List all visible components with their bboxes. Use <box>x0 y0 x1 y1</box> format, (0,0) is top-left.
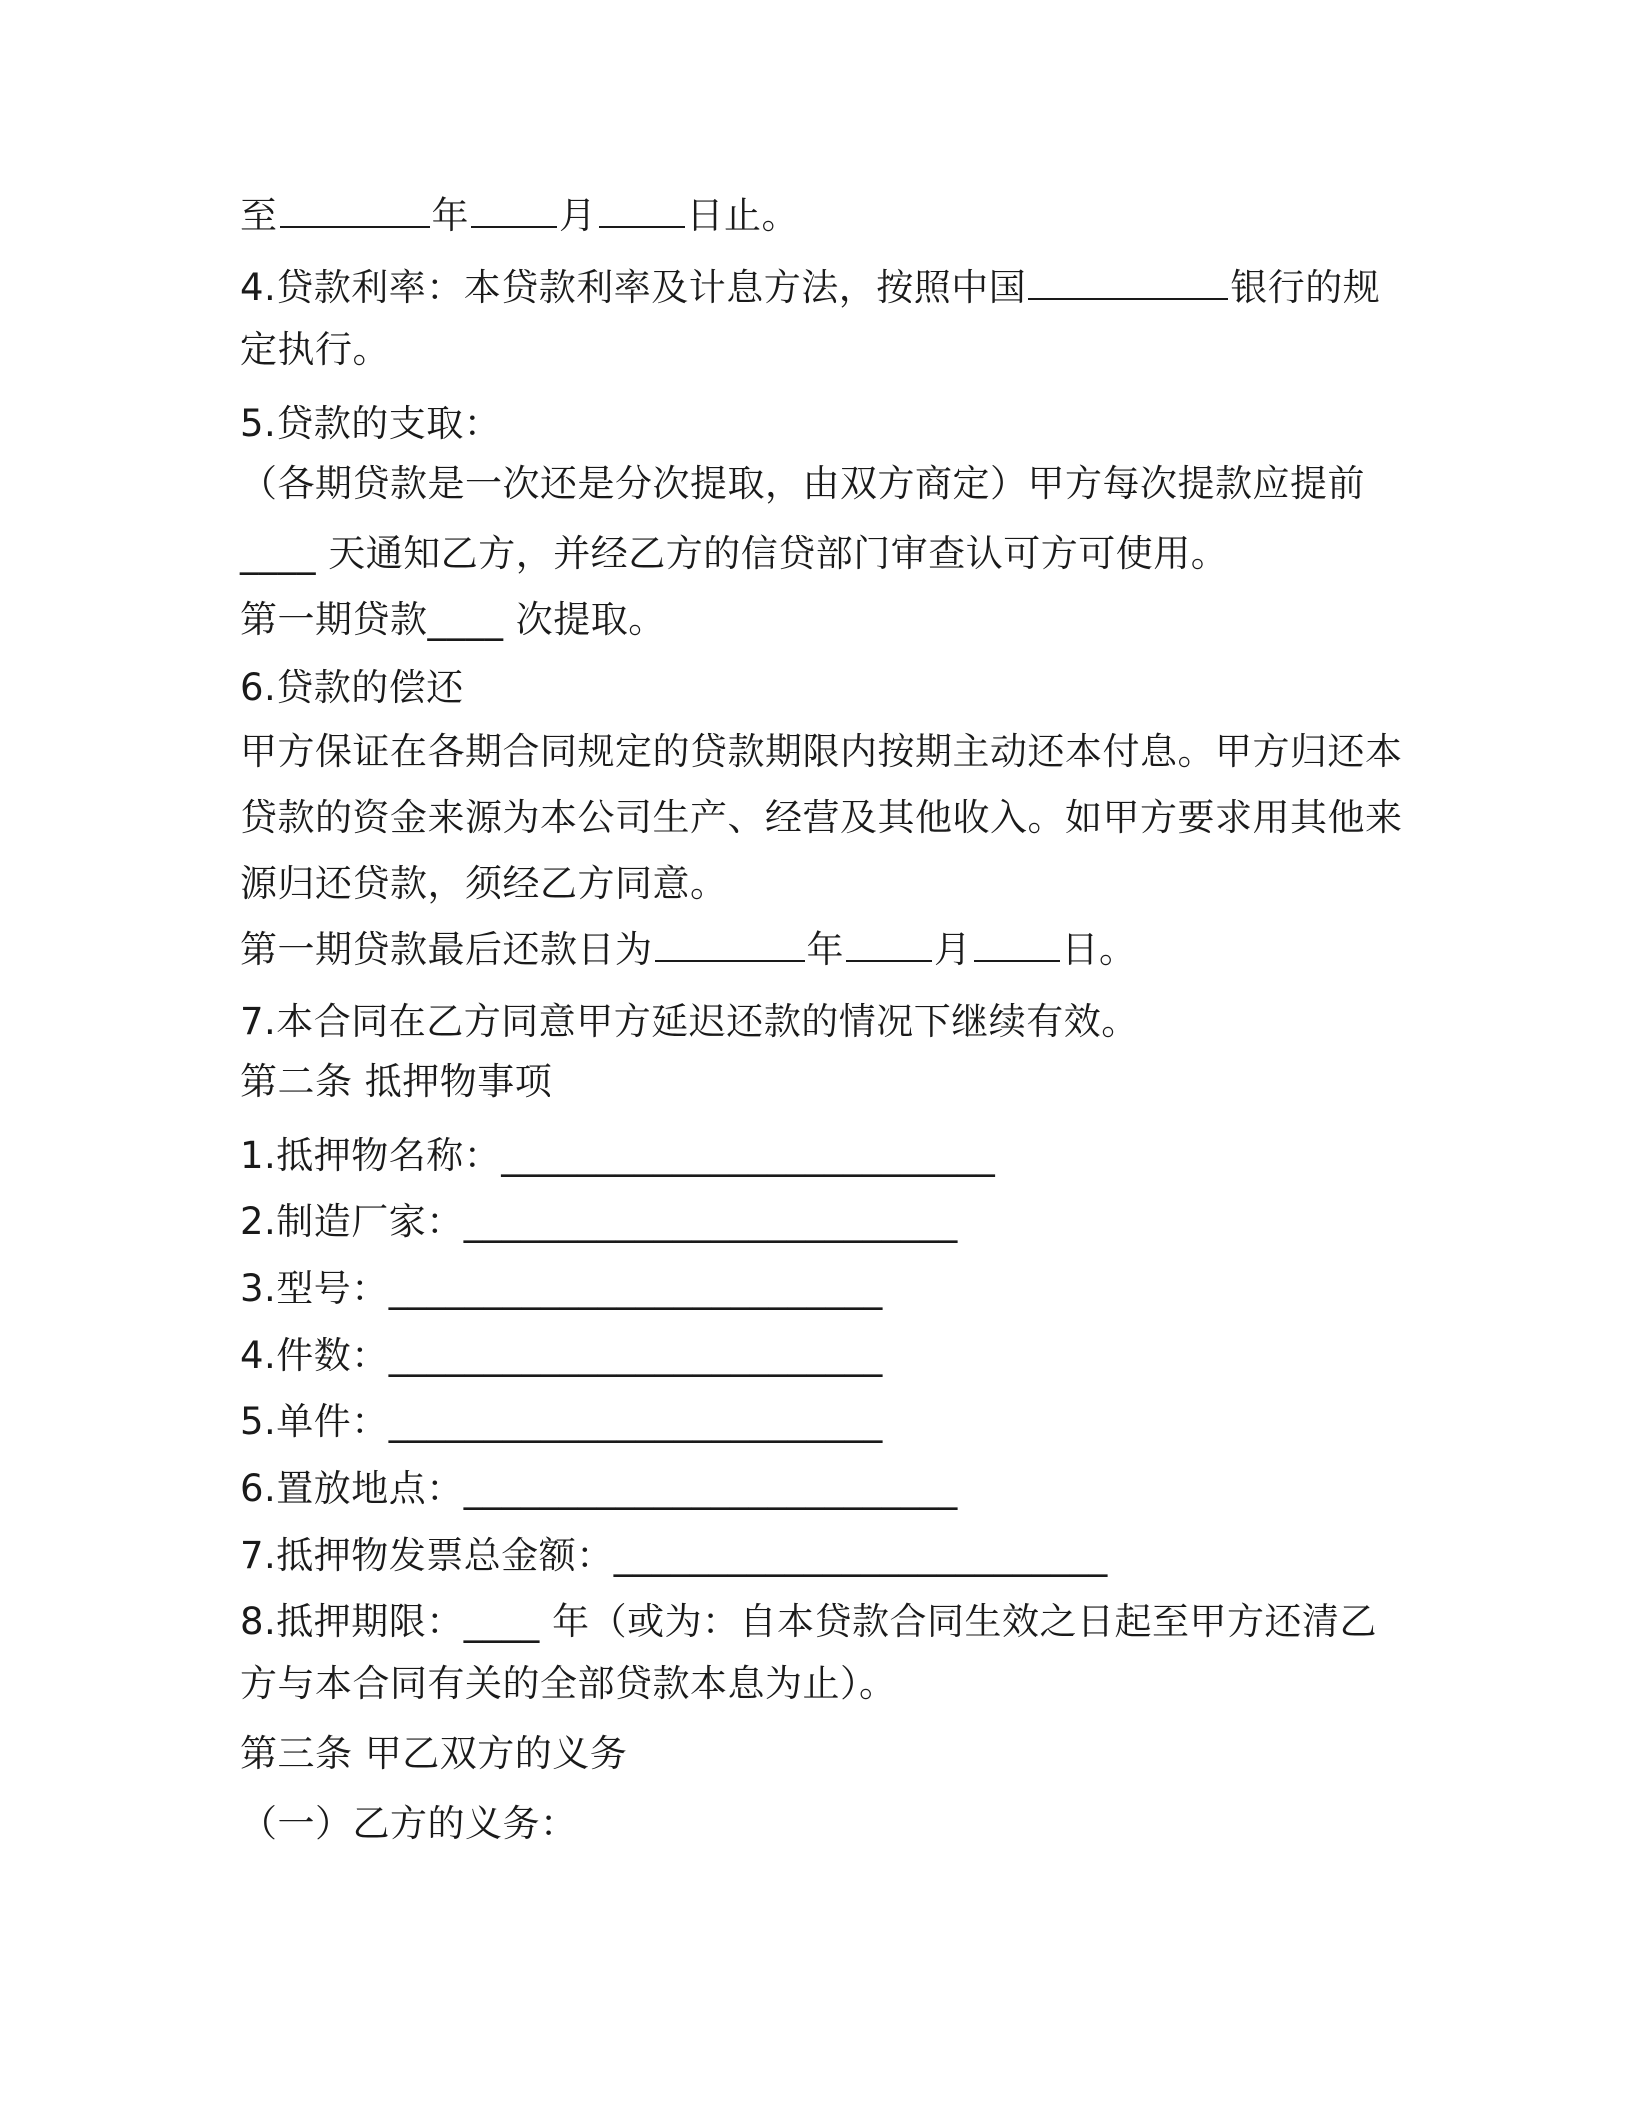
collateral-item: 6.置放地点：__________________________ <box>240 1467 958 1510</box>
clause5-line3: 第一期贷款____ 次提取。 <box>240 598 666 641</box>
last-day-blank <box>974 926 1060 962</box>
article2-heading: 第二条 抵押物事项 <box>240 1060 553 1103</box>
article3-sub1: （一）乙方的义务： <box>240 1802 578 1845</box>
bank-name-blank <box>1028 264 1228 300</box>
clause4-line1 <box>240 264 1380 312</box>
clause4-text-b: 银行的规 <box>1230 266 1381 309</box>
collateral-item: 5.单件：__________________________ <box>240 1400 883 1443</box>
last-date-prefix: 第一期贷款最后还款日为 <box>240 928 653 971</box>
clause4-text-a: 4.贷款利率：本贷款利率及计息方法，按照中国 <box>240 266 1027 309</box>
last-year-blank <box>655 926 805 962</box>
collateral-item: 4.件数：__________________________ <box>240 1334 883 1377</box>
clause6-line2: 贷款的资金来源为本公司生产、经营及其他收入。如甲方要求用其他来 <box>240 796 1403 839</box>
clause4-line2: 定执行。 <box>240 328 390 371</box>
term-end-prefix: 至 <box>240 194 278 237</box>
mortgage-term-line2: 方与本合同有关的全部贷款本息为止）。 <box>240 1662 897 1705</box>
last-month-blank <box>846 926 932 962</box>
year-blank <box>280 192 430 228</box>
collateral-item: 1.抵押物名称：__________________________ <box>240 1134 996 1177</box>
collateral-item: 7.抵押物发票总金额：__________________________ <box>240 1534 1108 1577</box>
day-blank <box>599 192 685 228</box>
mortgage-term-line1: 8.抵押期限：____ 年（或为：自本贷款合同生效之日起至甲方还清乙 <box>240 1600 1378 1643</box>
term-end-year: 年 <box>431 194 469 237</box>
term-end-suffix: 日止。 <box>686 194 799 237</box>
collateral-item: 2.制造厂家：__________________________ <box>240 1200 958 1243</box>
collateral-item: 3.型号：__________________________ <box>240 1267 883 1310</box>
clause5-heading: 5.贷款的支取： <box>240 402 502 445</box>
article3-heading: 第三条 甲乙双方的义务 <box>240 1732 628 1775</box>
last-date-month: 月 <box>934 928 972 971</box>
clause7: 7.本合同在乙方同意甲方延迟还款的情况下继续有效。 <box>240 1000 1139 1043</box>
clause5-line1: （各期贷款是一次还是分次提取，由双方商定）甲方每次提款应提前 <box>240 462 1365 505</box>
clause5-line2: ____ 天通知乙方，并经乙方的信贷部门审查认可方可使用。 <box>240 532 1229 575</box>
term-end-line <box>240 192 799 240</box>
term-end-month: 月 <box>559 194 597 237</box>
last-date-suffix: 日。 <box>1061 928 1137 971</box>
last-date-year: 年 <box>806 928 844 971</box>
clause6-heading: 6.贷款的偿还 <box>240 666 464 709</box>
month-blank <box>471 192 557 228</box>
clause6-line1: 甲方保证在各期合同规定的贷款期限内按期主动还本付息。甲方归还本 <box>240 730 1403 773</box>
last-repay-date-line <box>240 926 1137 974</box>
clause6-line3: 源归还贷款，须经乙方同意。 <box>240 862 728 905</box>
